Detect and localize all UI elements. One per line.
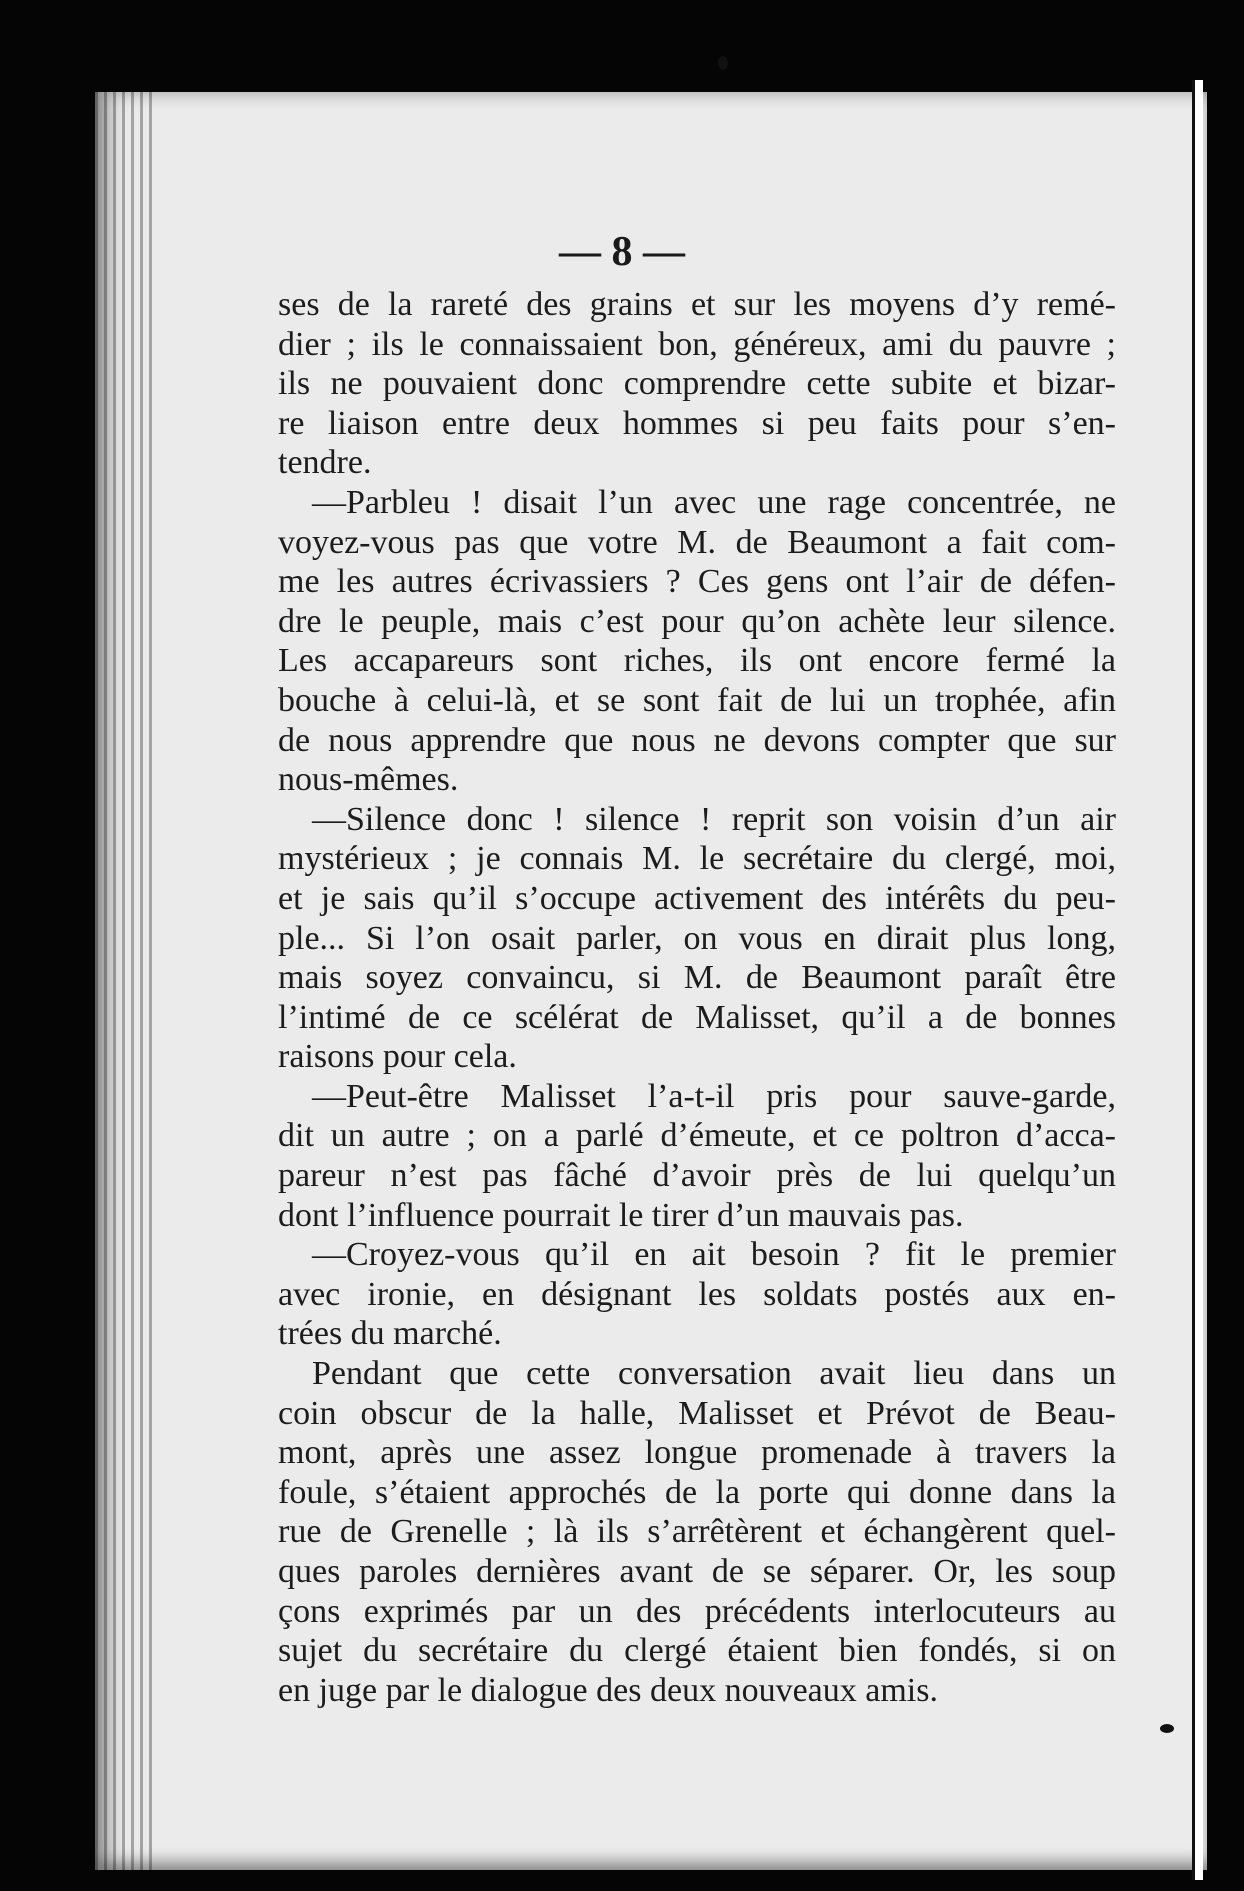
scan-speck: [1160, 1724, 1174, 1733]
text-line: ques paroles dernières avant de se séparer. Or, les soup: [278, 1553, 1116, 1590]
text-line: mais soyez convaincu, si M. de Beaumont paraît être: [278, 959, 1116, 997]
text-line: dont l’influence pourrait le tirer d’un mauvais pas.: [278, 1196, 964, 1234]
text-line: me les autres écrivassiers ? Ces gens ont l’air de défen-: [278, 563, 1116, 601]
text-line: en juge par le dialogue des deux nouveaux amis.: [278, 1671, 938, 1709]
text-line: —Parbleu ! disait l’un avec une rage concentrée, ne: [312, 483, 1116, 521]
text-line: rue de Grenelle ; là ils s’arrêtèrent et échangèrent quel-: [278, 1513, 1116, 1551]
text-line: dit un autre ; on a parlé d’émeute, et ce poltron d’acca-: [278, 1117, 1116, 1155]
text-line: l’intimé de ce scélérat de Malisset, qu’il a de bonnes: [278, 998, 1116, 1036]
text-line: dier ; ils le connaissaient bon, généreux, ami du pauvre ;: [278, 325, 1116, 363]
text-line: avec ironie, en désignant les soldats postés aux en-: [278, 1275, 1116, 1313]
page-binding-edge: [95, 92, 155, 1870]
text-line: tendre.: [278, 444, 372, 482]
text-line: Les accapareurs sont riches, ils ont encore fermé la: [278, 642, 1116, 680]
text-line: re liaison entre deux hommes si peu faits pour s’en-: [278, 404, 1116, 442]
text-line: pareur n’est pas fâché d’avoir près de lui quelqu’un: [278, 1157, 1116, 1195]
text-line: —Peut-être Malisset l’a-t-il pris pour sauve-garde,: [312, 1077, 1116, 1115]
text-line: mystérieux ; je connais M. le secrétaire du clergé, moi,: [278, 840, 1116, 878]
text-line: nous-mêmes.: [278, 761, 459, 799]
text-line: raisons pour cela.: [278, 1038, 517, 1076]
page-right-edge: [1192, 80, 1203, 1880]
text-line: bouche à celui-là, et se sont fait de lui un trophée, afin: [278, 681, 1116, 719]
text-line: et je sais qu’il s’occupe activement des intérêts du peu-: [278, 879, 1116, 917]
text-line: —Silence donc ! silence ! reprit son voisin d’un air: [312, 800, 1116, 838]
text-line: ils ne pouvaient donc comprendre cette subite et bizar-: [278, 365, 1116, 403]
text-line: foule, s’étaient approchés de la porte qui donne dans la: [278, 1473, 1116, 1511]
text-line: sujet du secrétaire du clergé étaient bien fondés, si on: [278, 1632, 1116, 1670]
text-line: trées du marché.: [278, 1315, 502, 1353]
text-line: mont, après une assez longue promenade à travers la: [278, 1434, 1116, 1472]
body-text: [278, 285, 1116, 1710]
text-line: dre le peuple, mais c’est pour qu’on achète leur silence.: [278, 602, 1116, 640]
text-line: de nous apprendre que nous ne devons compter que sur: [278, 721, 1116, 759]
text-line: coin obscur de la halle, Malisset et Prévot de Beau-: [278, 1394, 1116, 1432]
page-number: — 8 —: [559, 229, 685, 275]
text-line: Pendant que cette conversation avait lieu dans un: [312, 1355, 1116, 1393]
scan-speck: [718, 56, 728, 70]
text-line: ple... Si l’on osait parler, on vous en dirait plus long,: [278, 919, 1116, 957]
text-line: çons exprimés par un des précédents interlocuteurs au: [278, 1592, 1116, 1630]
text-line: voyez-vous pas que votre M. de Beaumont a fait com-: [278, 523, 1116, 561]
text-line: —Croyez-vous qu’il en ait besoin ? fit le premier: [312, 1236, 1116, 1274]
text-line: ses de la rareté des grains et sur les moyens d’y remé-: [278, 286, 1116, 323]
